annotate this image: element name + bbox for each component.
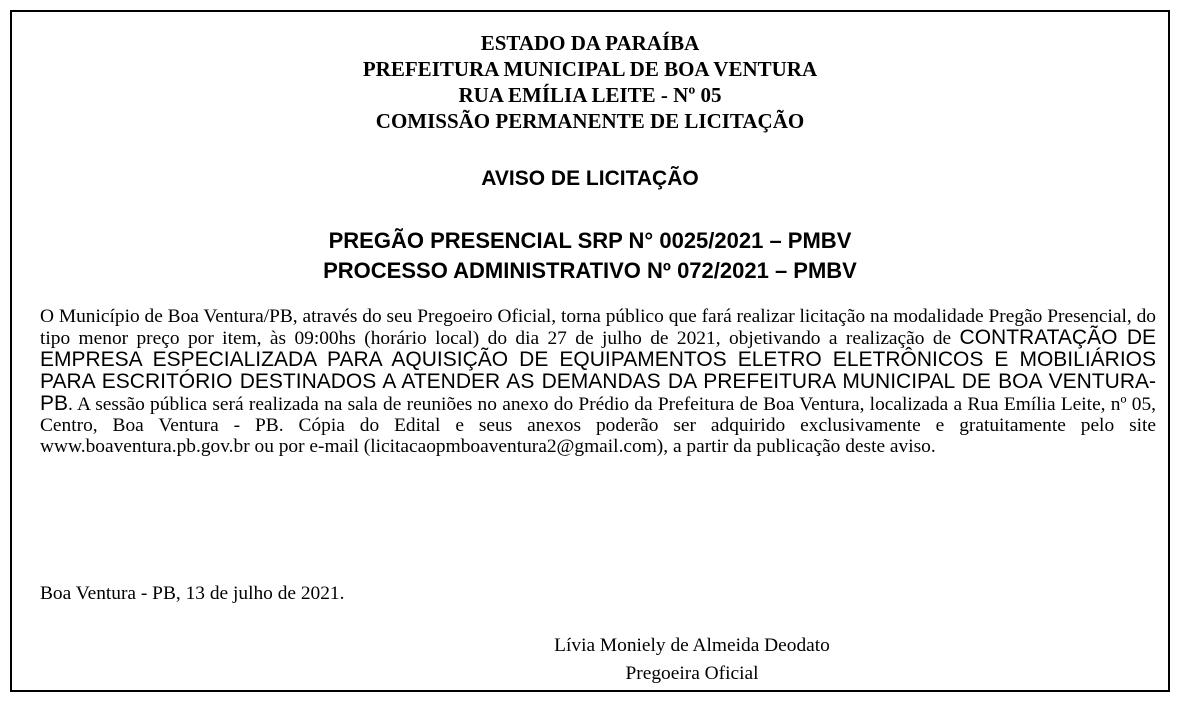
body-details: . A sessão pública será realizada na sala de reuniões no anexo do Prédio da Prefeitura de Boa Ventura, localizada a Rua Emília Leite, nº 05, Centro, Boa Ventura - PB. Cópia do Edital e seus anexos poderão ser adquirido exclusivamente e gratuitamente pelo site www.boaventura.pb.gov.br ou por e-mail (licitacaopmboaventura2@gmail.com), a partir da publicação deste aviso. [40,394,1156,457]
pregao-number: PREGÃO PRESENCIAL SRP N° 0025/2021 – PMBV [328,228,852,253]
header-prefecture: PREFEITURA MUNICIPAL DE BOA VENTURA [362,57,818,81]
notice-frame [10,10,1170,692]
header-state: ESTADO DA PARAÍBA [480,31,700,55]
header-commission: COMISSÃO PERMANENTE DE LICITAÇÃO [375,109,805,133]
process-number: PROCESSO ADMINISTRATIVO Nº 072/2021 – PMBV [323,258,857,283]
process-identifiers [12,226,1168,286]
signatory-name: Lívia Moniely de Almeida Deodato [554,635,830,656]
signature-block [492,632,892,688]
header-address: RUA EMÍLIA LEITE - Nº 05 [458,83,722,107]
body-object: CONTRATAÇÃO DE EMPRESA ESPECIALIZADA PARA AQUISIÇÃO DE EQUIPAMENTOS ELETRO ELETRÔNICOS E MOBILIÁRIOS PARA ESCRITÓRIO DESTINADOS A ATENDER AS DEMANDAS DA PREFEITURA MUNICIPAL DE BOA VENTURA-PB [40,326,1156,415]
date-line: Boa Ventura - PB, 13 de julho de 2021. [40,583,345,604]
notice-header [12,30,1168,134]
signatory-role: Pregoeira Oficial [625,663,759,684]
body-intro: O Município de Boa Ventura/PB, através do seu Pregoeiro Oficial, torna público que fará realizar licitação na modalidade Pregão Presencial, do tipo menor preço por item, às 09:00hs (horário local) do dia 27 de julho de 2021, objetivando a realização de [40,306,1156,349]
notice-title: AVISO DE LICITAÇÃO [481,167,699,190]
notice-body [40,306,1156,457]
